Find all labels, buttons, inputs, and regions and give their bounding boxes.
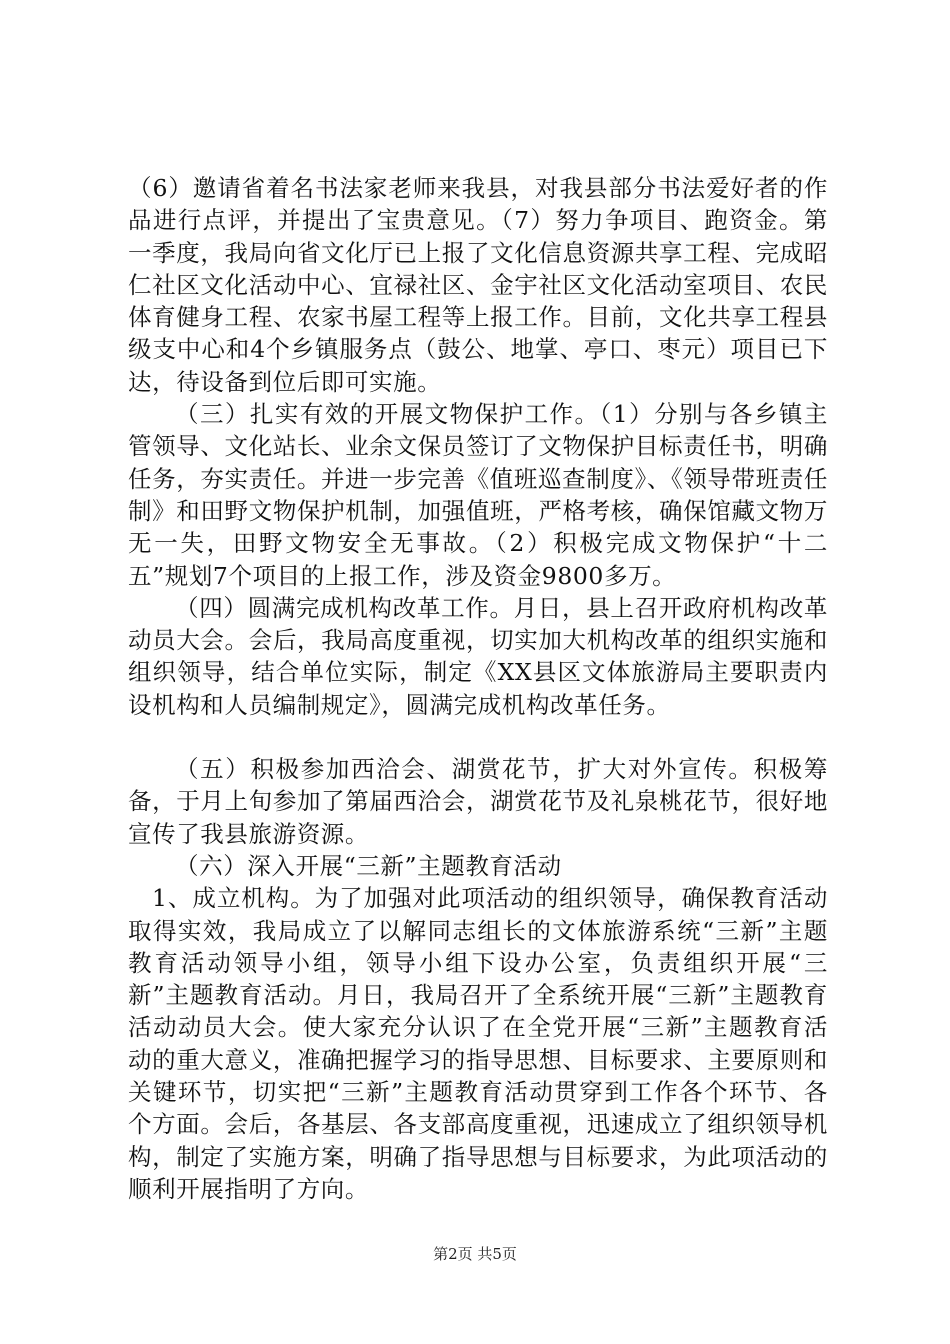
paragraph-organization: 1、成立机构。为了加强对此项活动的组织领导，确保教育活动取得实效，我局成立了以解同志组长的文体旅游系统“三新”主题教育活动领导小组，领导小组下设办公室，负责组织开展“三新”主题教育活动。月日，我局召开了全系统开展“三新”主题教育活动动员大会。使大家充分认识了在全党开展“三新”主题教育活动的重大意义，准确把握学习的指导思想、目标要求、主要原则和关键环节，切实把“三新”主题教育活动贯穿到工作各个环节、各个方面。会后，各基层、各支部高度重视，迅速成立了组织领导机构，制定了实施方案，明确了指导思想与目标要求，为此项活动的顺利开展指明了方向。 — [128, 884, 828, 1203]
paragraph-institutional-reform: （四）圆满完成机构改革工作。月日，县上召开政府机构改革动员大会。会后，我局高度重视，切实加大机构改革的组织实施和组织领导，结合单位实际，制定《XX县区文体旅游局主要职责内设机构和人员编制规定》，圆满完成机构改革任务。 — [128, 593, 828, 719]
section-heading-education: （六）深入开展“三新”主题教育活动 — [175, 851, 562, 880]
paragraph-project-funding: （6）邀请省着名书法家老师来我县，对我县部分书法爱好者的作品进行点评，并提出了宝贵意见。（7）努力争项目、跑资金。第一季度，我局向省文化厅已上报了文化信息资源共享工程、完成昭仁社区文化活动中心、宜禄社区、金宇社区文化活动室项目、农民体育健身工程、农家书屋工程等上报工作。目前，文化共享工程县级支中心和4个乡镇服务点（鼓公、地掌、亭口、枣元）项目已下达，待设备到位后即可实施。 — [128, 174, 828, 396]
paragraph-publicity: （五）积极参加西洽会、湖赏花节，扩大对外宣传。积极筹备，于月上旬参加了第届西洽会，湖赏花节及礼泉桃花节，很好地宣传了我县旅游资源。 — [128, 755, 828, 848]
page-number-footer: 第2页 共5页 — [433, 1245, 517, 1263]
paragraph-heritage-protection: （三）扎实有效的开展文物保护工作。（1）分别与各乡镇主管领导、文化站长、业余文保员签订了文物保护目标责任书，明确任务，夯实责任。并进一步完善《值班巡查制度》、《领导带班责任制》和田野文物保护机制，加强值班，严格考核，确保馆藏文物万无一失，田野文物安全无事故。（2）积极完成文物保护“十二五”规划7个项目的上报工作，涉及资金9800多万。 — [128, 400, 828, 590]
paragraph-spacer — [128, 721, 828, 753]
document-body — [128, 172, 828, 1205]
